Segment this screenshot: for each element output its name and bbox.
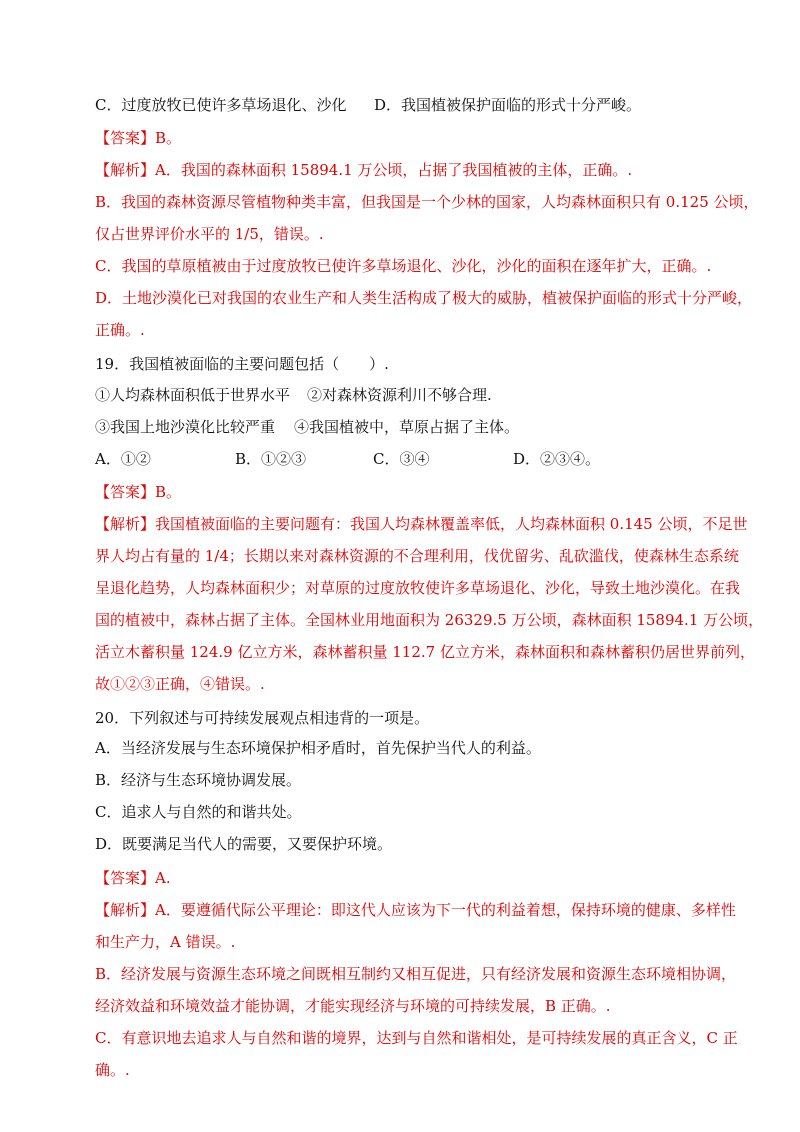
q19-items-12 xyxy=(95,384,704,404)
q18-analysis-d-line2: 正确。. xyxy=(95,321,145,339)
q20-answer: 【答案】A. xyxy=(95,869,171,887)
q20-option-a: A．当经济发展与生态环境保护相矛盾时，首先保护当代人的利益。 xyxy=(95,739,541,757)
q20-analysis-b-line1: B．经济发展与资源生态环境之间既相互制约又相互促进，只有经济发展和资源生态环境相协调， xyxy=(95,965,737,983)
q19-option-c: C．③④ xyxy=(373,450,430,468)
q18-options-cd xyxy=(95,94,704,114)
q19-option-a: A．①② xyxy=(95,450,151,468)
q19-items-34 xyxy=(95,416,704,436)
q20-analysis-c-line2: 确。. xyxy=(95,1061,130,1079)
q18-option-c: C．过度放牧已使许多草场退化、沙化 xyxy=(95,96,347,114)
q19-analysis-line6: 故①②③正确，④错误。. xyxy=(95,675,265,693)
q18-analysis-a: 【解析】A．我国的森林面积 15894.1 万公顷，占据了我国植被的主体，正确。. xyxy=(95,161,633,179)
q19-options xyxy=(95,448,704,468)
q20-option-b: B．经济与生态环境协调发展。 xyxy=(95,771,302,789)
q19-analysis-line3: 呈退化趋势，人均森林面积少；对草原的过度放牧使许多草场退化、沙化，导致土地沙漠化。在我 xyxy=(95,579,741,597)
q18-analysis-c: C．我国的草原植被由于过度放牧已使许多草场退化、沙化，沙化的面积在逐年扩大，正确。. xyxy=(95,257,712,275)
q19-item-1: ①人均森林面积低于世界水平 xyxy=(95,386,291,404)
q20-analysis-a-line1: 【解析】A．要遵循代际公平理论：即这代人应该为下一代的利益着想，保持环境的健康、多样性 xyxy=(95,901,736,919)
q19-analysis-line4: 国的植被中，森林占据了主体。全国林业用地面积为 26329.5 万公顷，森林面积 15894.1 万公顷， xyxy=(95,611,764,629)
q18-analysis-b-line2: 仅占世界评价水平的 1/5，错误。. xyxy=(95,225,324,243)
q20-analysis-b-line2: 经济效益和环境效益才能协调，才能实现经济与环境的可持续发展，B 正确。. xyxy=(95,997,611,1015)
q19-answer: 【答案】B。 xyxy=(95,483,182,501)
q19-analysis-line1: 【解析】我国植被面临的主要问题有：我国人均森林覆盖率低，人均森林面积 0.145 公顷，不足世 xyxy=(95,515,748,533)
q20-option-d: D．既要满足当代人的需要，又要保护环境。 xyxy=(95,835,393,853)
q19-item-3: ③我国上地沙漠化比较严重 xyxy=(95,418,276,436)
q20-analysis-c-line1: C．有意识地去追求人与自然和谐的境界，达到与自然和谐相处，是可持续发展的真正含义，C 正 xyxy=(95,1029,738,1047)
q19-stem: 19．我国植被面临的主要问题包括（ ）. xyxy=(95,355,389,373)
q20-option-c: C．追求人与自然的和谐共处。 xyxy=(95,803,302,821)
q18-option-d: D．我国植被保护面临的形式十分严峻。 xyxy=(374,96,642,114)
q20-analysis-a-line2: 和生产力，A 错误。. xyxy=(95,933,236,951)
q19-item-4: ④我国植被中，草原占据了主体。 xyxy=(294,418,520,436)
q18-analysis-b-line1: B．我国的森林资源尽管植物种类丰富，但我国是一个少林的国家，人均森林面积只有 0.125 公顷， xyxy=(95,193,759,211)
q20-stem: 20．下列叙述与可持续发展观点相违背的一项是。 xyxy=(95,709,430,727)
q19-analysis-line5: 活立木蓄积量 124.9 亿立方米，森林蓄积量 112.7 亿立方米，森林面积和森林蓄积仍居世界前列， xyxy=(95,643,755,661)
q18-analysis-d-line1: D．土地沙漠化已对我国的农业生产和人类生活构成了极大的威胁，植被保护面临的形式十分严峻， xyxy=(95,289,753,307)
q18-answer: 【答案】B。 xyxy=(95,129,182,147)
q19-item-2: ②对森林资源利川不够合理. xyxy=(307,386,492,404)
q19-analysis-line2: 界人均占有量的 1/4；长期以来对森林资源的不合理利用，伐优留劣、乱砍滥伐，使森林生态系统 xyxy=(95,547,739,565)
q19-option-b: B．①②③ xyxy=(235,450,307,468)
q19-option-d: D．②③④。 xyxy=(513,450,601,468)
